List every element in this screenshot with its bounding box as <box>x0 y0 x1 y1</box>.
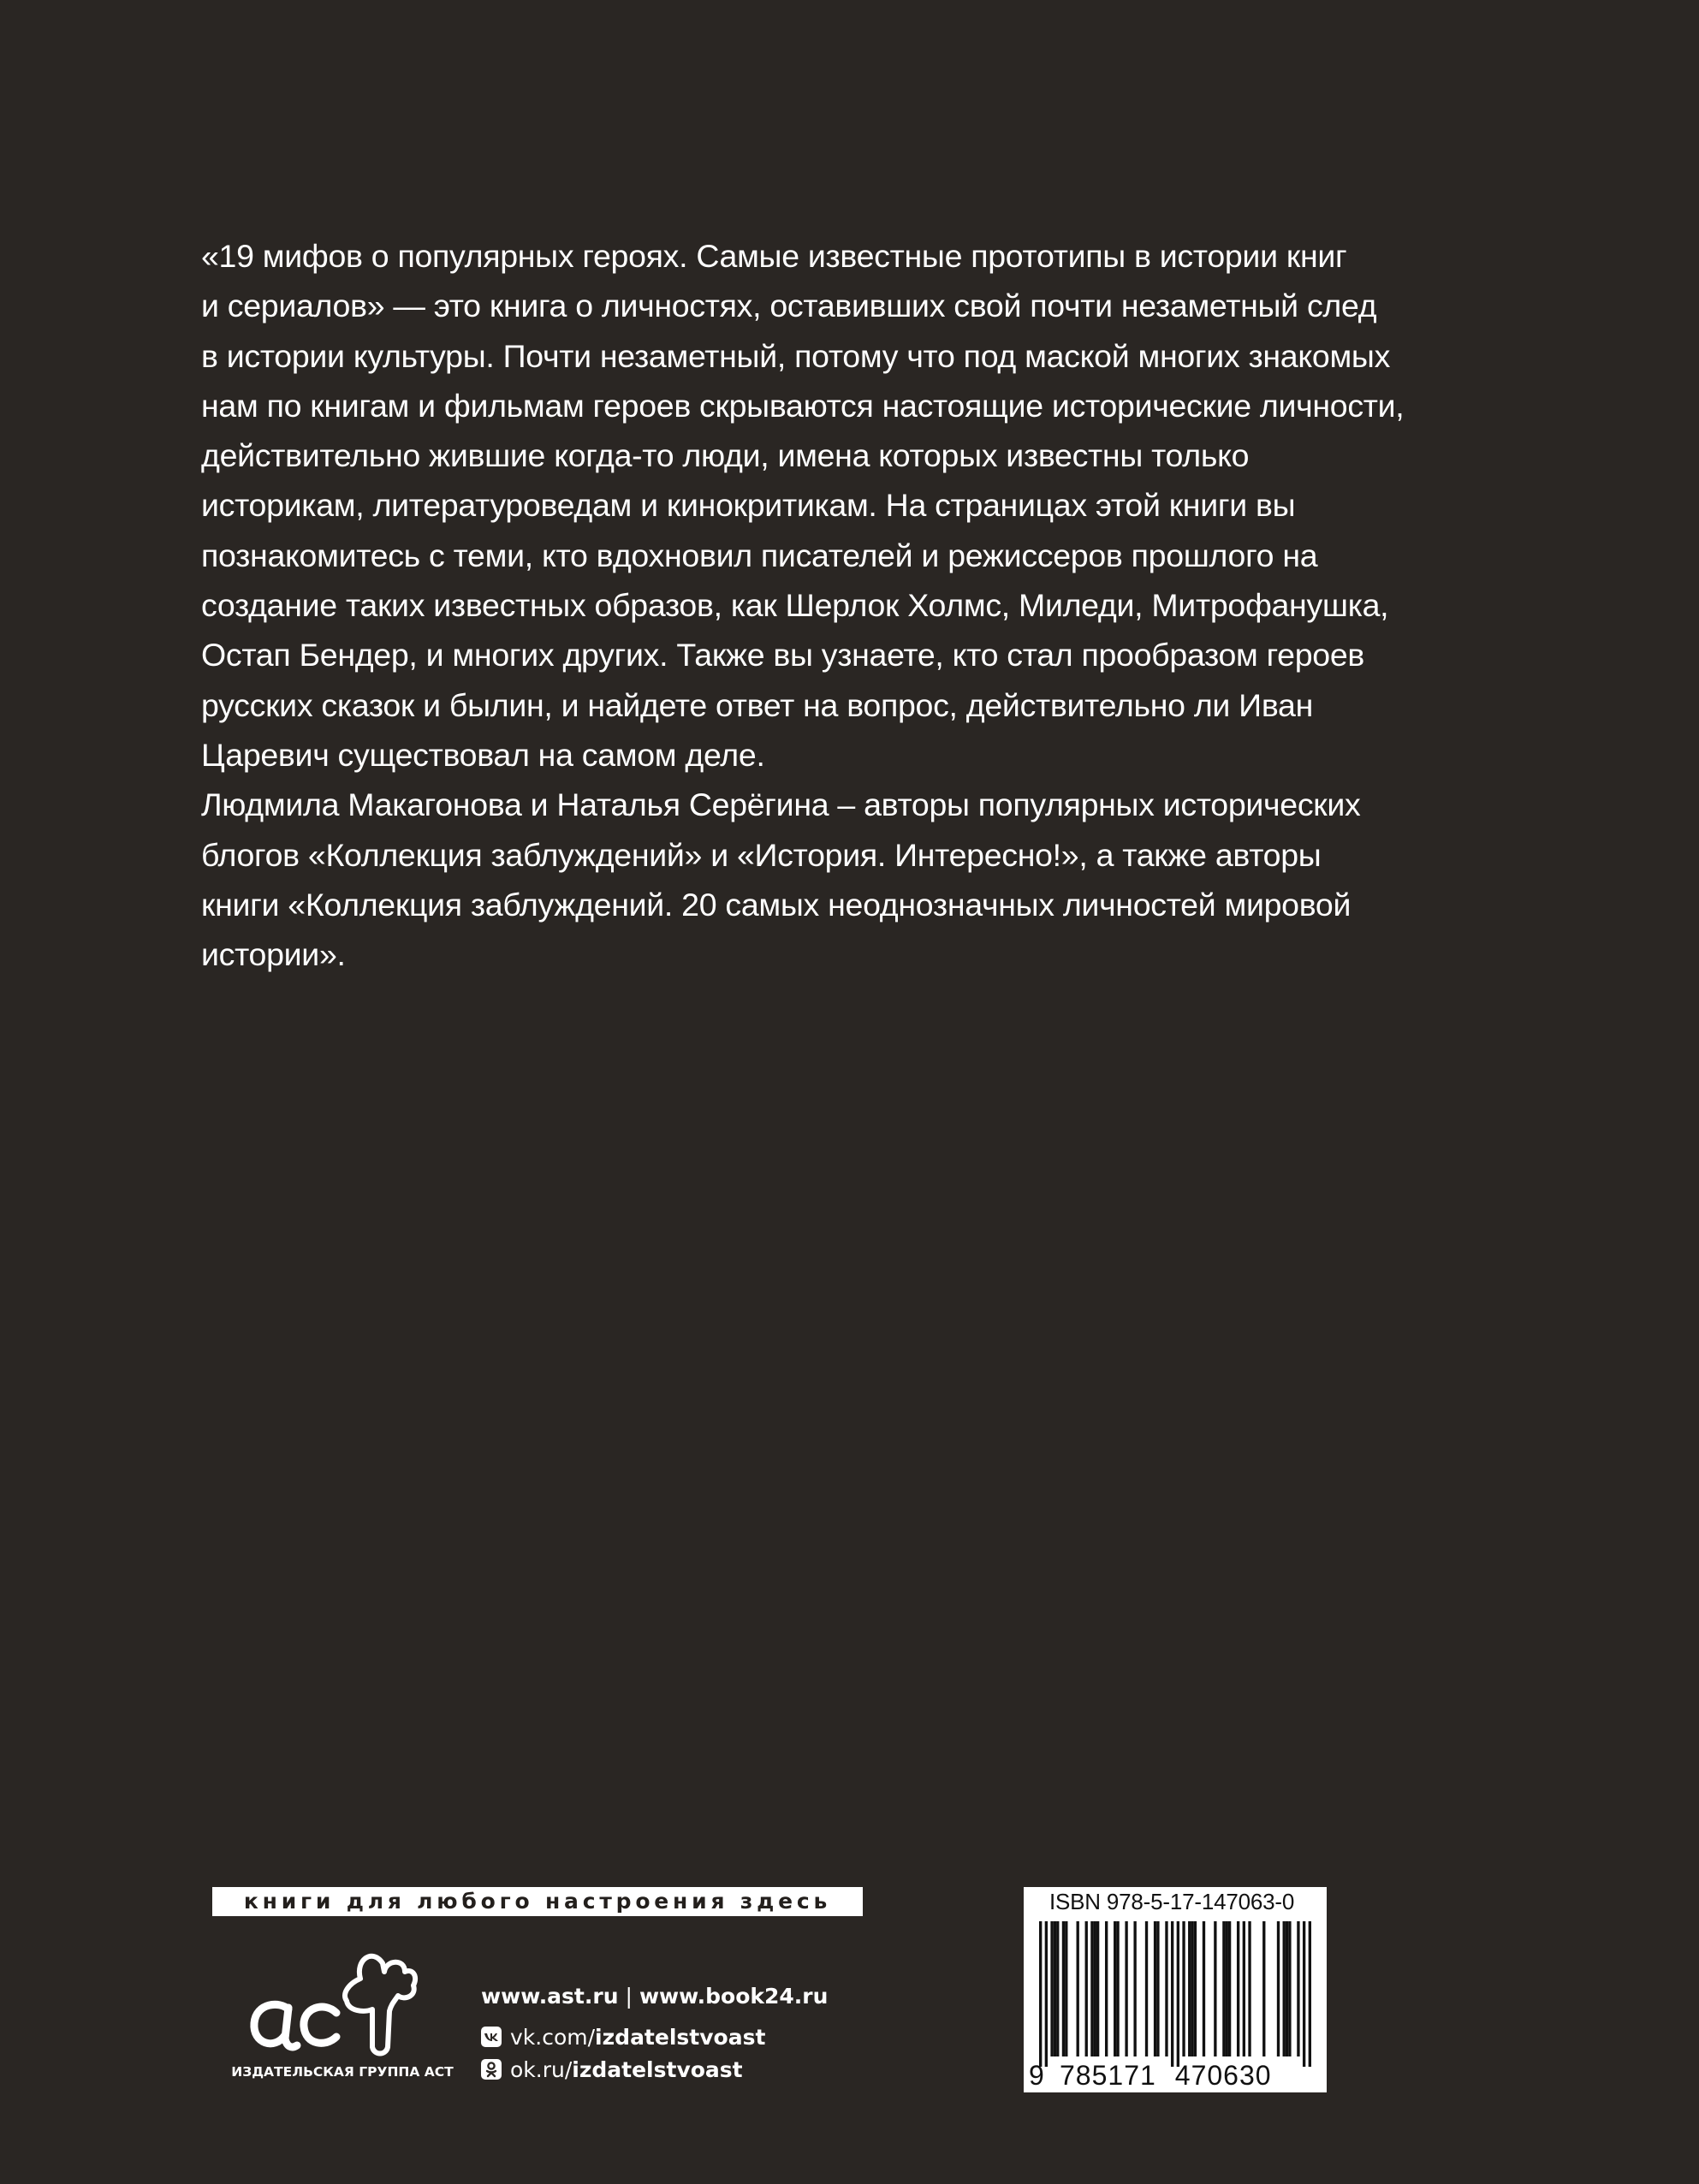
barcode-bar <box>1297 1921 1299 2056</box>
barcode-bar <box>1165 1921 1167 2056</box>
barcode-bar <box>1062 1921 1065 2056</box>
barcode-right-digits: 470630 <box>1174 2060 1272 2091</box>
book-description <box>201 231 1502 979</box>
description-line: русских сказок и былин, и найдете ответ на вопрос, действительно ли Иван <box>201 686 1313 723</box>
barcode-block <box>1024 1887 1327 2092</box>
barcode-bar <box>1191 1921 1193 2056</box>
barcode-bar <box>1133 1921 1136 2056</box>
description-line: в истории культуры. Почти незаметный, потому что под маской многих знакомых <box>201 337 1391 374</box>
barcode-bar <box>1288 1921 1291 2056</box>
barcode-bar <box>1214 1921 1216 2056</box>
website-links <box>481 1984 828 2009</box>
barcode-bar <box>1090 1921 1093 2056</box>
barcode-bar <box>1125 1921 1127 2056</box>
barcode-bar <box>1077 1921 1079 2056</box>
description-line: действительно жившие когда-то люди, имена которых известны только <box>201 437 1250 474</box>
ok-link[interactable] <box>481 2055 828 2084</box>
barcode-bar <box>1114 1921 1116 2056</box>
barcode-bars <box>1039 1921 1311 2067</box>
barcode-bar <box>1085 1921 1088 2056</box>
book24-site-link[interactable]: www.book24.ru <box>639 1984 829 2009</box>
barcode-bar <box>1045 1921 1048 2067</box>
barcode-bar <box>1226 1921 1228 2056</box>
barcode-bar <box>1222 1921 1225 2056</box>
barcode-bar <box>1039 1921 1042 2067</box>
publisher-links <box>481 1984 828 2084</box>
barcode-bar <box>1171 1921 1173 2067</box>
barcode-bar <box>1248 1921 1250 2056</box>
description-line: создание таких известных образов, как Шерлок Холмс, Миледи, Митрофанушка, <box>201 587 1389 624</box>
barcode-bar <box>1154 1921 1156 2056</box>
description-line: историкам, литературоведам и кинокритикам. На страницах этой книги вы <box>201 487 1296 524</box>
isbn-text: ISBN 978-5-17-147063-0 <box>1049 1889 1295 1914</box>
barcode-left-digits: 785171 <box>1060 2060 1156 2091</box>
description-line: и сериалов» — это книга о личностях, оставивших свой почти незаметный след <box>201 288 1377 324</box>
ast-logo <box>235 1934 449 2080</box>
barcode-bar <box>1203 1921 1205 2056</box>
ast-site-link[interactable]: www.ast.ru <box>481 1984 619 2009</box>
barcode-bar <box>1050 1921 1053 2056</box>
barcode-bar <box>1177 1921 1179 2067</box>
barcode-bar <box>1145 1921 1148 2056</box>
barcode-bar <box>1182 1921 1185 2056</box>
barcode-bar <box>1237 1921 1239 2056</box>
vk-handle: izdatelstvoast <box>595 2024 766 2050</box>
barcode-bar <box>1262 1921 1265 2056</box>
publisher-name: ИЗДАТЕЛЬСКАЯ ГРУППА АСТ <box>231 2064 454 2080</box>
barcode-bar <box>1228 1921 1231 2056</box>
barcode-bar <box>1054 1921 1056 2056</box>
barcode-bar <box>1283 1921 1286 2056</box>
barcode-bar <box>1194 1921 1197 2056</box>
odnoklassniki-icon <box>481 2059 502 2080</box>
barcode-bar <box>1277 1921 1280 2056</box>
description-line: Остап Бендер, и многих других. Также вы узнаете, кто стал прообразом героев <box>201 637 1365 674</box>
vk-link[interactable] <box>481 2022 828 2051</box>
barcode-bar <box>1116 1921 1119 2056</box>
description-line: «19 мифов о популярных героях. Самые известные прототипы в истории книг <box>201 238 1347 274</box>
vk-domain: vk.com/ <box>510 2024 596 2050</box>
ok-handle: izdatelstvoast <box>572 2056 743 2082</box>
barcode-bar <box>1065 1921 1067 2056</box>
description-line: Царевич существовал на самом деле. <box>201 736 765 773</box>
barcode-bar <box>1309 1921 1311 2067</box>
link-separator: | <box>625 1984 633 2009</box>
barcode-digits <box>1029 2060 1320 2092</box>
description-line: нам по книгам и фильмам героев скрываются настоящие исторические личности, <box>201 387 1405 424</box>
author-line: истории». <box>201 936 346 973</box>
ast-logo-icon <box>235 1934 449 2080</box>
author-line: блогов «Коллекция заблуждений» и «История. Интересно!», а также авторы <box>201 836 1322 873</box>
author-line: Людмила Макагонова и Наталья Серёгина – авторы популярных исторических <box>201 786 1361 823</box>
description-line: познакомитесь с теми, кто вдохновил писателей и режиссеров прошлого на <box>201 537 1318 573</box>
tagline-banner: книги для любого настроения здесь <box>212 1887 863 1916</box>
ok-domain: ok.ru/ <box>510 2056 573 2082</box>
barcode-lead-digit: 9 <box>1029 2060 1045 2091</box>
barcode-bar <box>1105 1921 1108 2056</box>
barcode-bar <box>1096 1921 1099 2056</box>
barcode-bar <box>1286 1921 1288 2056</box>
vk-icon <box>481 2027 502 2047</box>
barcode-bar <box>1243 1921 1245 2056</box>
barcode-bar <box>1188 1921 1191 2056</box>
barcode-bar <box>1303 1921 1305 2067</box>
barcode-bar <box>1156 1921 1159 2056</box>
barcode-bar <box>1094 1921 1096 2056</box>
author-line: книги «Коллекция заблуждений. 20 самых неоднозначных личностей мировой <box>201 886 1351 923</box>
barcode-bar <box>1056 1921 1059 2056</box>
